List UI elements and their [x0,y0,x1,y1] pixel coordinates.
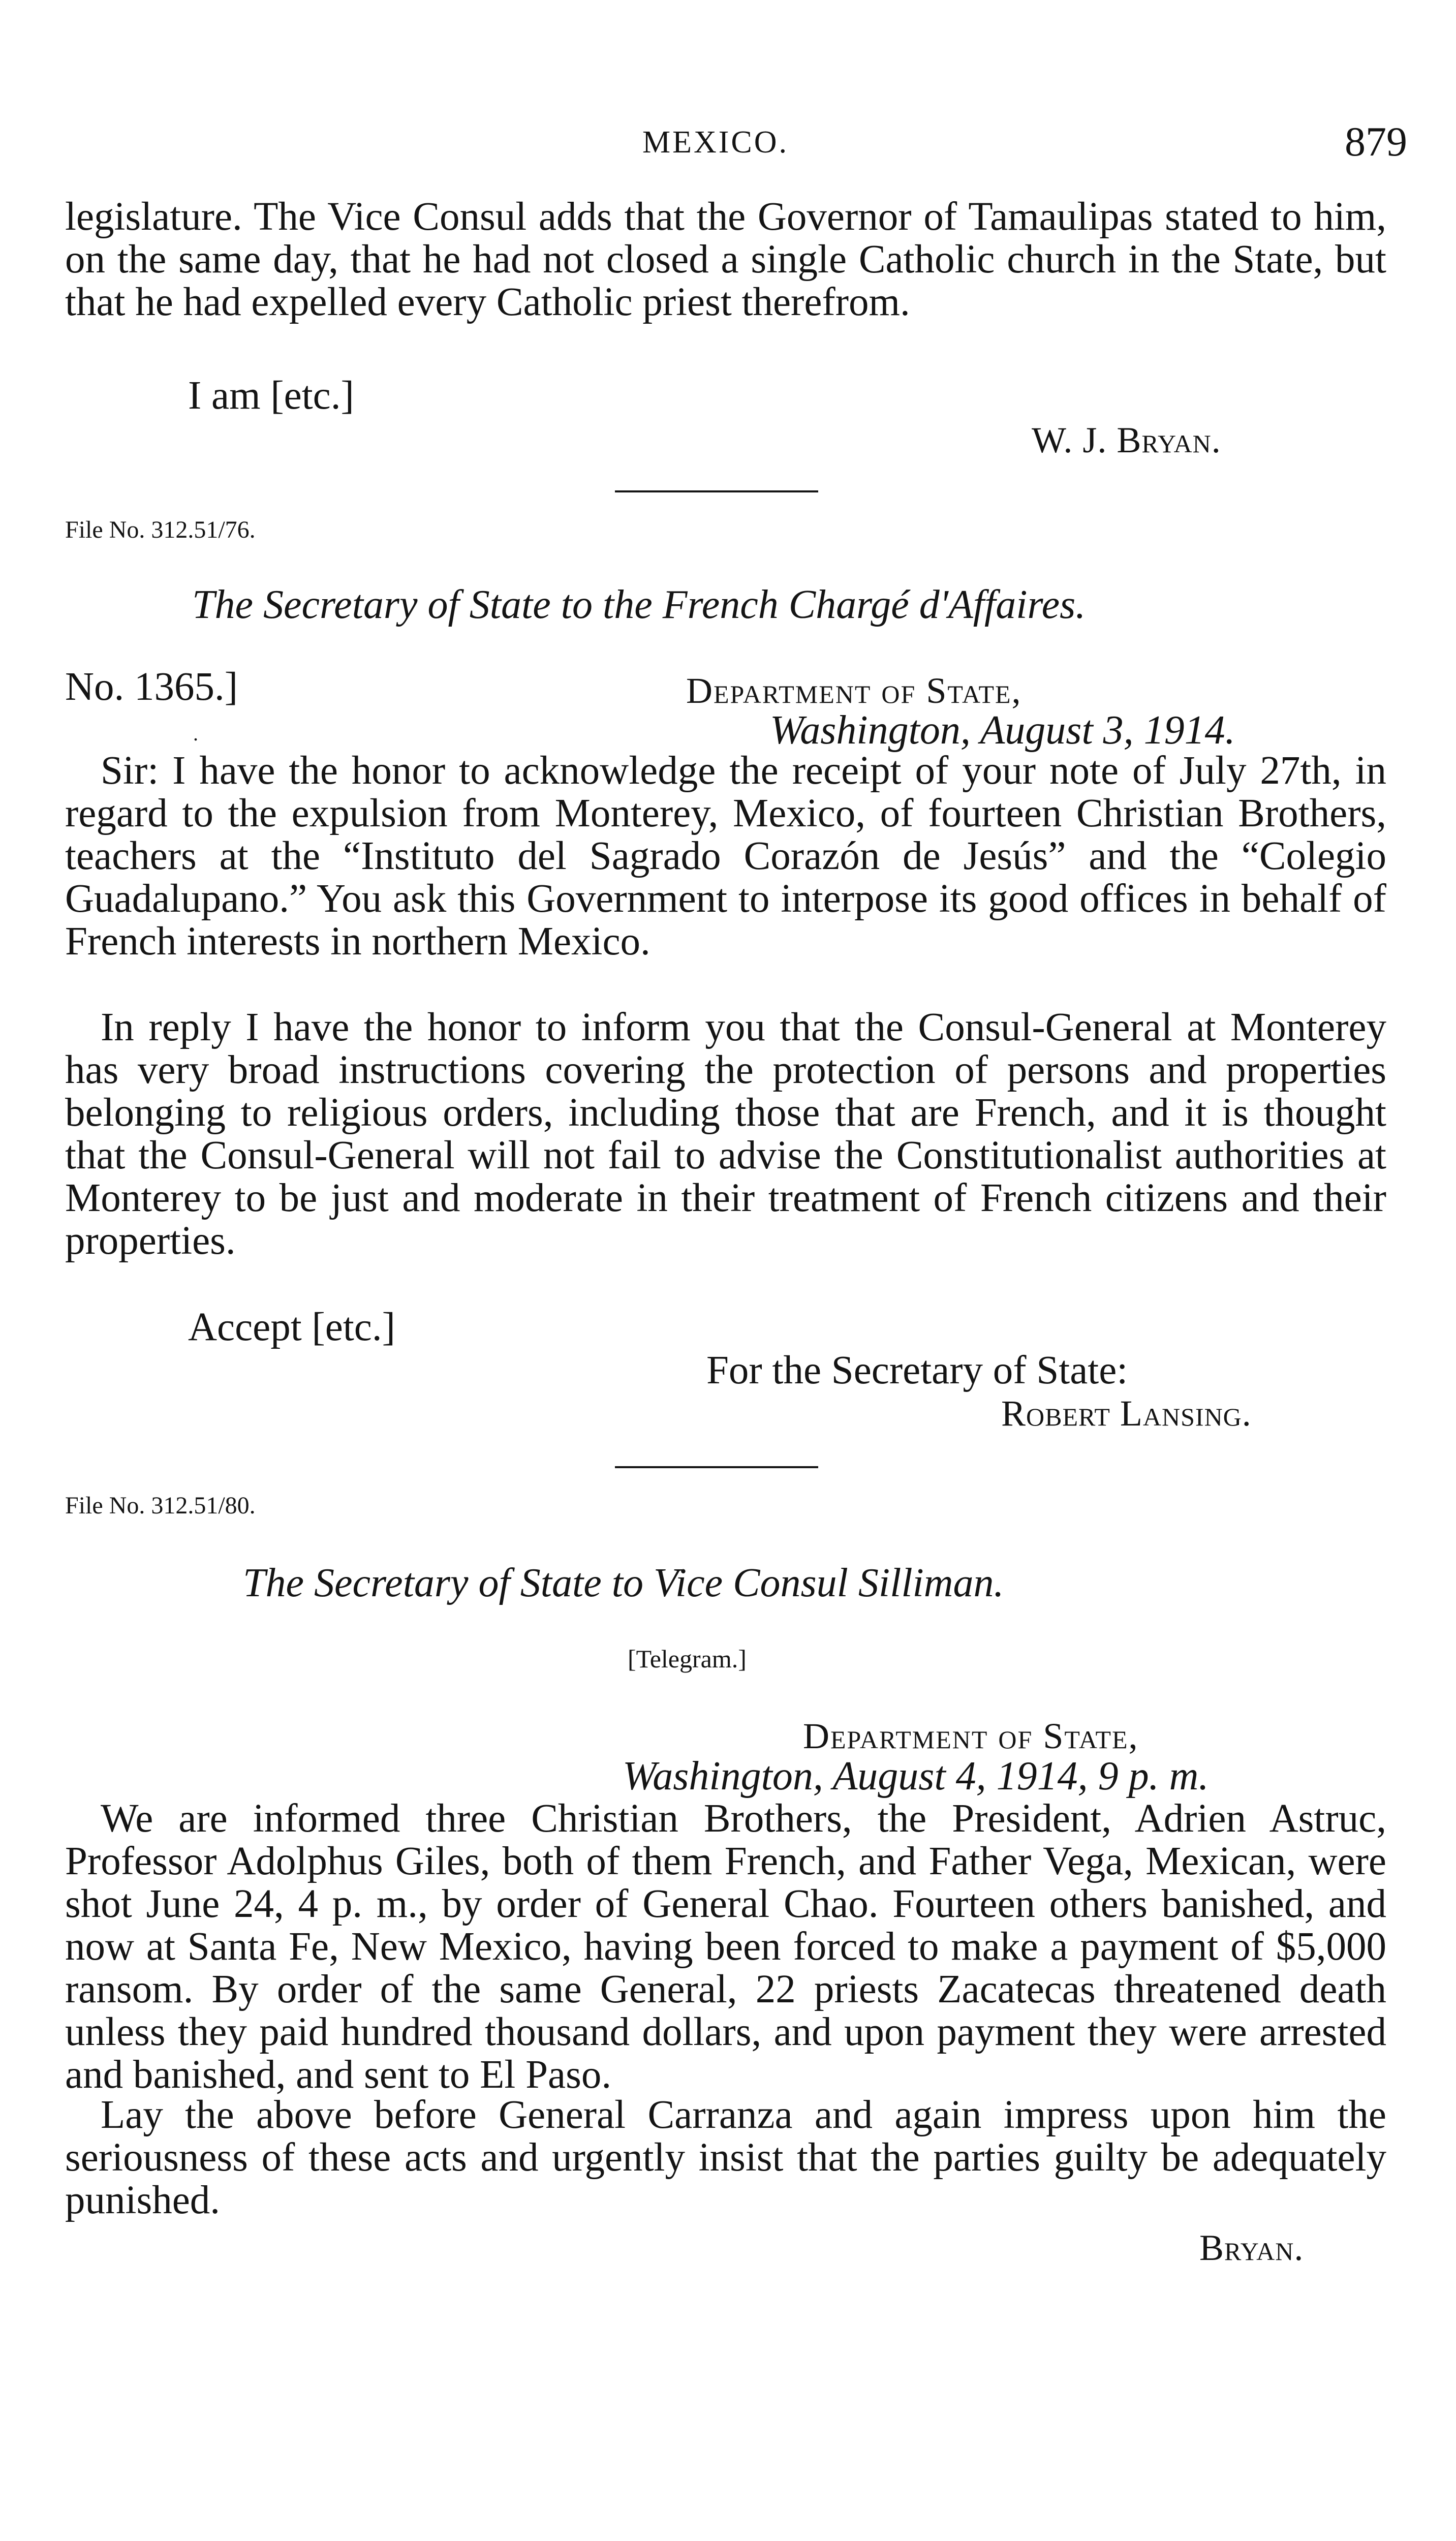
closing-line: I am [etc.] [188,374,354,418]
telegram-paragraph-2: Lay the above before General Carranza and again impress upon him the seriousness of these acts and urgently insist that the parties guilty be adequately punished. [65,2093,1386,2222]
stray-mark: . [193,722,198,745]
telegram-label: [Telegram.] [628,1645,747,1673]
section-divider [615,1466,818,1468]
signature: Bryan. [1199,2227,1304,2268]
page-number: 879 [1345,118,1407,165]
continuation-paragraph: legislature. The Vice Consul adds that the Governor of Tamaulipas stated to him, on the same day, that he had not closed a single Catholic church in the State, but that he had expelled every Catholic priest therefrom. [65,195,1386,324]
signature: W. J. Bryan. [1032,420,1221,460]
letter-paragraph-1: Sir: I have the honor to acknowledge the receipt of your note of July 27th, in regard to the expulsion from Monterey, Mexico, of fourteen Christian Brothers, teachers at the “Instituto del Sagrado Corazón de Jesús” and the “Colegio Guadalupano.” You ask this Government to interpose its good offices in behalf of French interests in northern Mexico. [65,749,1386,964]
signature: Robert Lansing. [1001,1393,1252,1434]
document-title: The Secretary of State to Vice Consul Silliman. [243,1561,1004,1605]
document-title: The Secretary of State to the French Chargé d'Affaires. [192,582,1086,627]
department-line: Department of State, [686,670,1022,711]
document-number: No. 1365.] [65,665,238,709]
place-date-line: Washington, August 4, 1914, 9 p. m. [623,1754,1209,1799]
file-number: File No. 312.51/80. [65,1492,256,1519]
letter-paragraph-2: In reply I have the honor to inform you that the Consul-General at Monterey has very broad instructions covering the protection of persons and properties belonging to religious orders, including those that are French, and it is thought that the Consul-General will not fail to advise the Constitutionalist authorities at Monterey to be just and moderate in their treatment of French citizens and their properties. [65,1005,1386,1263]
section-divider [615,490,818,492]
closing-line: Accept [etc.] [188,1305,395,1349]
running-head: MEXICO. [642,125,789,160]
file-number: File No. 312.51/76. [65,516,256,543]
place-date-line: Washington, August 3, 1914. [770,708,1235,753]
telegram-paragraph-1: We are informed three Christian Brothers, the President, Adrien Astruc, Professor Adolphus Giles, both of them French, and Father Vega, Mexican, were shot June 24, 4 p. m., by order of General Chao. Fourteen others banished, and now at Santa Fe, New Mexico, having been forced to make a payment of $5,000 ransom. By order of the same General, 22 priests Zacatecas threatened death unless they paid hundred thousand dollars, and upon payment they were arrested and banished, and sent to El Paso. [65,1796,1386,2097]
for-line: For the Secretary of State: [706,1348,1128,1392]
department-line: Department of State, [803,1716,1139,1756]
